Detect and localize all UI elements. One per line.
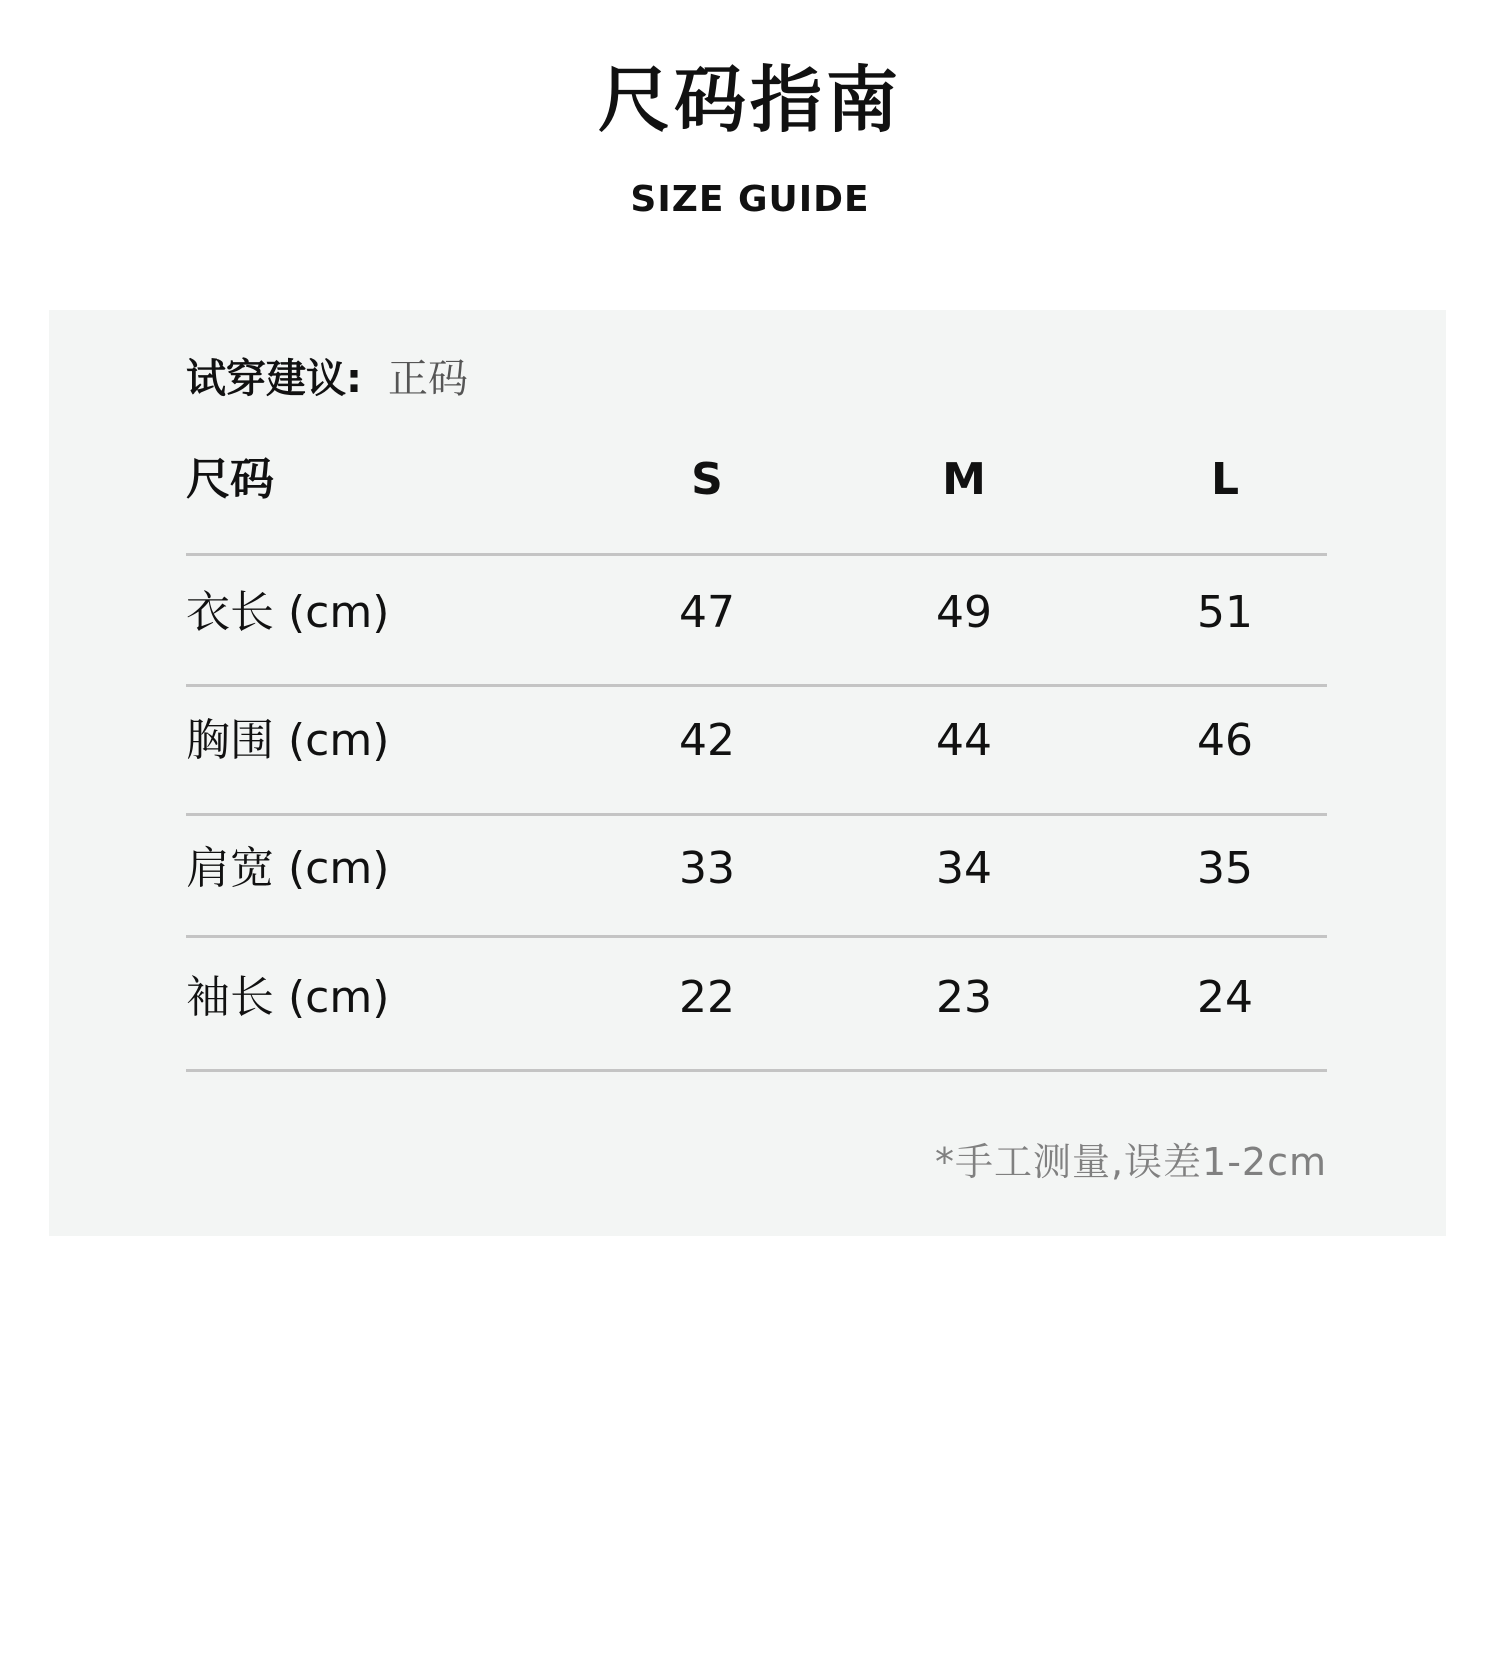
row-value-s: 42 xyxy=(679,715,735,766)
header-label: 尺码 xyxy=(186,454,274,505)
table-row xyxy=(186,711,1327,771)
row-label: 胸围 (cm) xyxy=(186,715,390,766)
table-divider xyxy=(186,935,1327,938)
header-size-l: L xyxy=(1210,454,1240,505)
page-subtitle: SIZE GUIDE xyxy=(630,179,870,220)
table-row xyxy=(186,968,1327,1028)
size-table-header xyxy=(186,450,1327,510)
row-value-m: 44 xyxy=(936,715,992,766)
row-label: 袖长 (cm) xyxy=(186,972,390,1023)
table-divider xyxy=(186,1069,1327,1072)
page-title: 尺码指南 xyxy=(597,58,902,142)
fit-advice-label: 试穿建议: xyxy=(186,356,362,402)
row-value-s: 22 xyxy=(679,972,735,1023)
row-value-m: 49 xyxy=(936,587,992,638)
table-divider xyxy=(186,684,1327,687)
row-value-l: 35 xyxy=(1197,843,1253,894)
row-label: 肩宽 (cm) xyxy=(186,843,390,894)
measurement-note: *手工测量,误差1-2cm xyxy=(934,1140,1327,1184)
header-size-m: M xyxy=(942,454,986,505)
table-divider xyxy=(186,553,1327,556)
row-value-m: 34 xyxy=(936,843,992,894)
table-row xyxy=(186,583,1327,643)
table-divider xyxy=(186,813,1327,816)
row-label: 衣长 (cm) xyxy=(186,587,390,638)
size-guide-panel xyxy=(49,310,1446,1236)
row-value-m: 23 xyxy=(936,972,992,1023)
row-value-l: 46 xyxy=(1197,715,1253,766)
row-value-s: 47 xyxy=(679,587,735,638)
fit-advice xyxy=(186,352,468,406)
row-value-l: 24 xyxy=(1197,972,1253,1023)
header-size-s: S xyxy=(691,454,723,505)
row-value-s: 33 xyxy=(679,843,735,894)
row-value-l: 51 xyxy=(1197,587,1253,638)
fit-advice-value: 正码 xyxy=(388,356,468,402)
table-row xyxy=(186,839,1327,899)
